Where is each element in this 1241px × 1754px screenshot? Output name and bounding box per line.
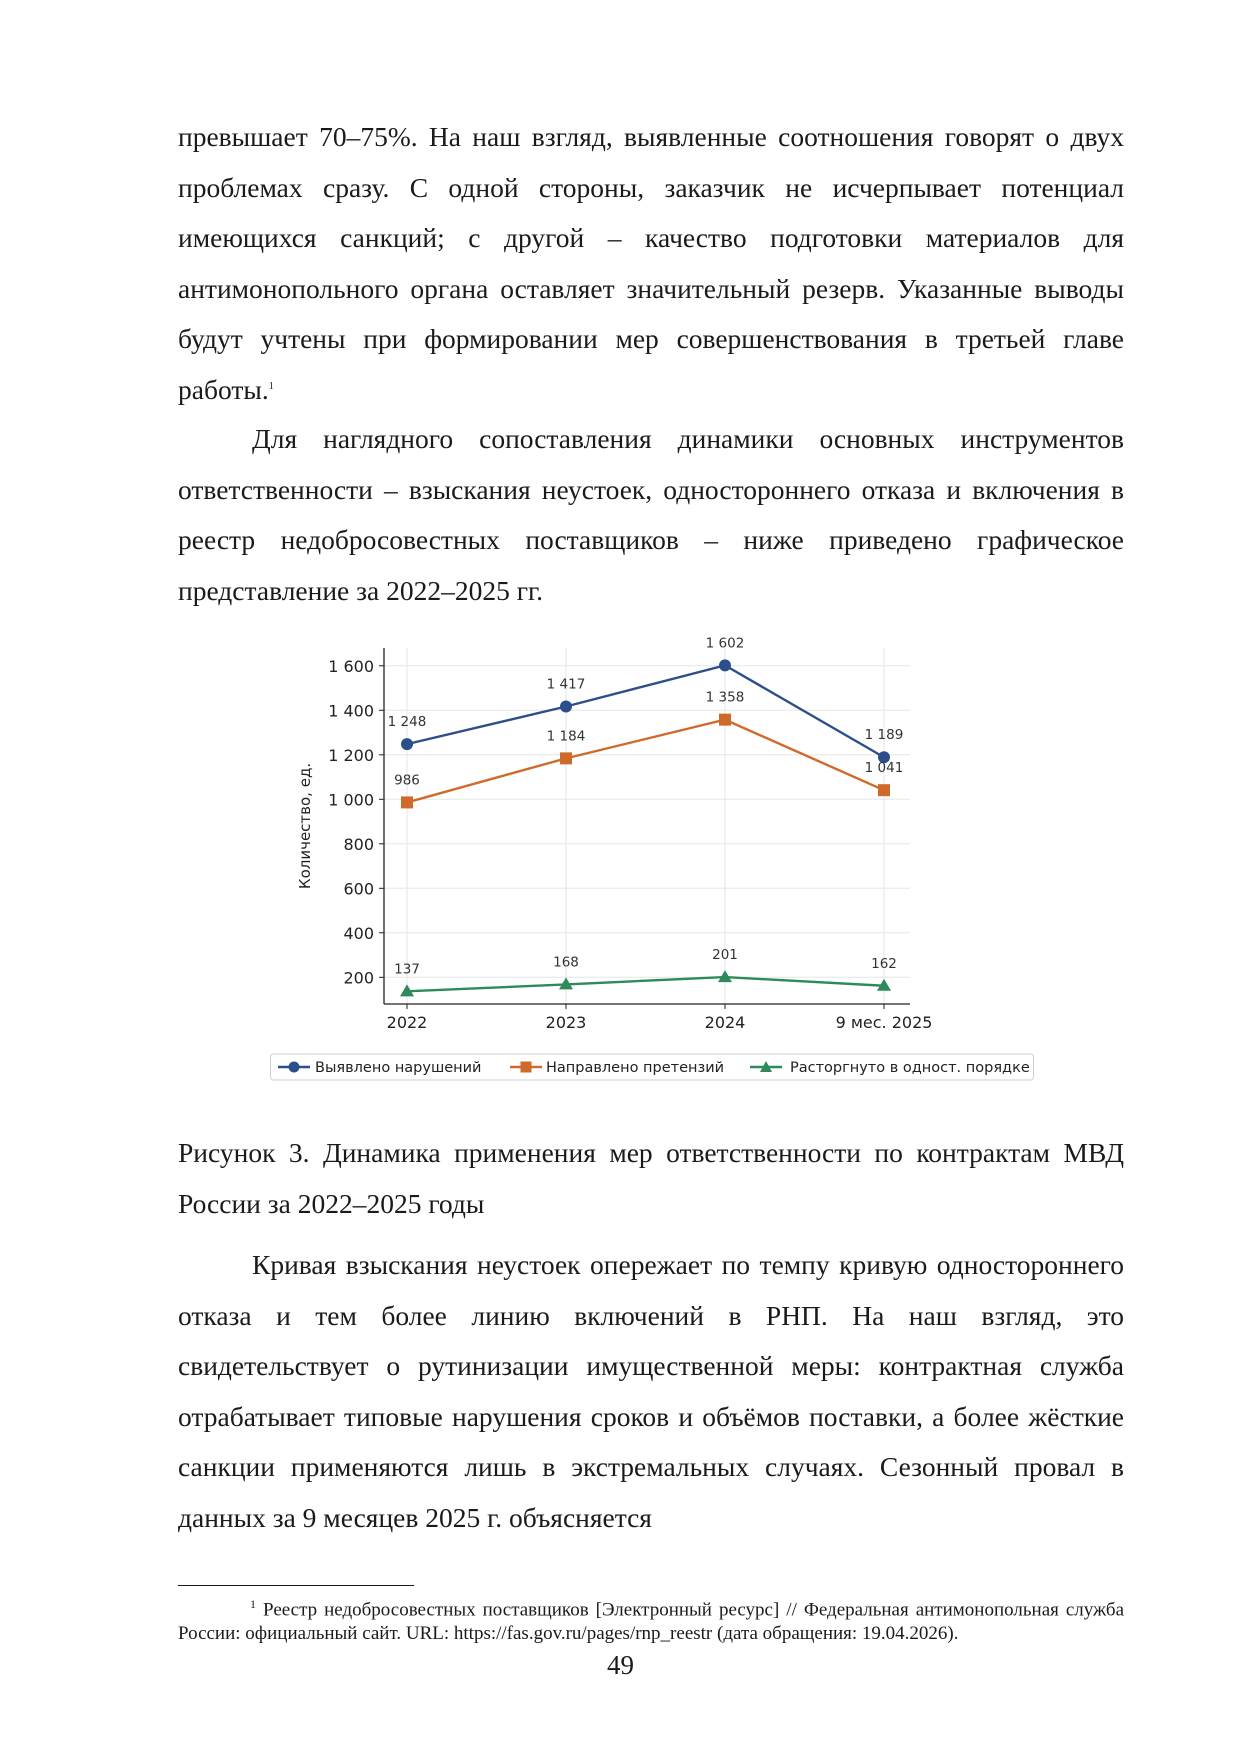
data-point bbox=[719, 714, 731, 726]
y-tick-label: 1 000 bbox=[328, 790, 374, 810]
series-line bbox=[407, 720, 884, 803]
y-axis-label: Количество, ед. bbox=[296, 762, 314, 890]
data-point bbox=[718, 970, 732, 982]
line-chart bbox=[270, 636, 1090, 1104]
y-tick-label: 1 400 bbox=[328, 701, 374, 721]
data-point bbox=[878, 784, 890, 796]
data-label: 1 248 bbox=[387, 714, 427, 731]
legend-label: Выявлено нарушений bbox=[315, 1060, 482, 1076]
data-point bbox=[560, 752, 572, 764]
data-point bbox=[401, 796, 413, 808]
y-tick-label: 600 bbox=[343, 879, 374, 899]
x-tick-label: 2022 bbox=[386, 1013, 428, 1032]
x-tick-label: 2024 bbox=[704, 1013, 746, 1032]
y-tick-label: 1 200 bbox=[328, 745, 374, 765]
data-label: 1 602 bbox=[705, 636, 745, 652]
series-line bbox=[407, 665, 884, 757]
data-label: 1 184 bbox=[546, 728, 586, 745]
data-label: 137 bbox=[394, 961, 420, 978]
legend-label: Расторгнуто в одност. порядке bbox=[790, 1060, 1030, 1076]
footnote-divider bbox=[178, 1585, 414, 1586]
data-label: 201 bbox=[712, 947, 738, 964]
footnote bbox=[178, 1592, 1124, 1646]
data-label: 168 bbox=[553, 954, 579, 971]
legend-label: Направлено претензий bbox=[546, 1060, 725, 1076]
y-tick-label: 800 bbox=[343, 834, 374, 854]
paragraph-1-text: превышает 70–75%. На наш взгляд, выявленные соотношения говорят о двух проблемах сразу. С одной стороны, заказчик не исчерпывает потенциал имеющихся санкций; с другой – качество подготовки материалов для антимонопольного органа оставляет значительный резерв. Указанные выводы будут учтены при формировании мер совершенствования в третьей главе работы. bbox=[178, 121, 1124, 405]
footnote-reference[interactable]: 1 bbox=[268, 380, 274, 392]
x-tick-label: 2023 bbox=[545, 1013, 587, 1032]
legend-marker bbox=[289, 1062, 300, 1073]
y-tick-label: 200 bbox=[343, 968, 374, 988]
y-tick-label: 400 bbox=[343, 923, 374, 943]
data-label: 1 358 bbox=[705, 689, 745, 706]
figure-chart bbox=[270, 636, 1090, 1104]
footnote-number: 1 bbox=[250, 1597, 256, 1611]
data-label: 986 bbox=[394, 772, 420, 789]
data-label: 1 189 bbox=[864, 727, 904, 744]
figure-caption: Рисунок 3. Динамика применения мер ответственности по контрактам МВД России за 2022–2025 годы bbox=[178, 1137, 1124, 1219]
data-point bbox=[719, 659, 731, 671]
x-tick-label: 9 мес. 2025 bbox=[835, 1013, 933, 1032]
series-line bbox=[407, 977, 884, 991]
data-point bbox=[560, 701, 572, 713]
legend-marker bbox=[521, 1062, 532, 1073]
data-label: 1 041 bbox=[864, 760, 904, 777]
paragraph-2: Для наглядного сопоставления динамики основных инструментов ответственности – взыскания неустоек, одностороннего отказа и включения в реестр недобросовестных поставщиков – ниже приведено графическое представление за 2022–2025 гг. bbox=[178, 423, 1124, 606]
page-number: 49 bbox=[607, 1650, 634, 1680]
data-label: 162 bbox=[871, 955, 897, 972]
footnote-text: Реестр недобросовестных поставщиков [Электронный ресурс] // Федеральная антимонопольная служба России: официальный сайт. URL: https://fas.gov.ru/pages/rnp_reestr (дата обращения: 19.04.2026). bbox=[178, 1599, 1125, 1645]
data-point bbox=[401, 738, 413, 750]
paragraph-1 bbox=[178, 112, 1124, 415]
data-label: 1 417 bbox=[546, 676, 586, 693]
paragraph-3: Кривая взыскания неустоек опережает по темпу кривую одностороннего отказа и тем более линию включений в РНП. На наш взгляд, это свидетельствует о рутинизации имущественной меры: контрактная служба отрабатывает типовые нарушения сроков и объёмов поставки, а более жёсткие санкции применяются лишь в экстремальных случаях. Сезонный провал в данных за 9 месяцев 2025 г. объясняется bbox=[178, 1249, 1124, 1533]
y-tick-label: 1 600 bbox=[328, 656, 374, 676]
